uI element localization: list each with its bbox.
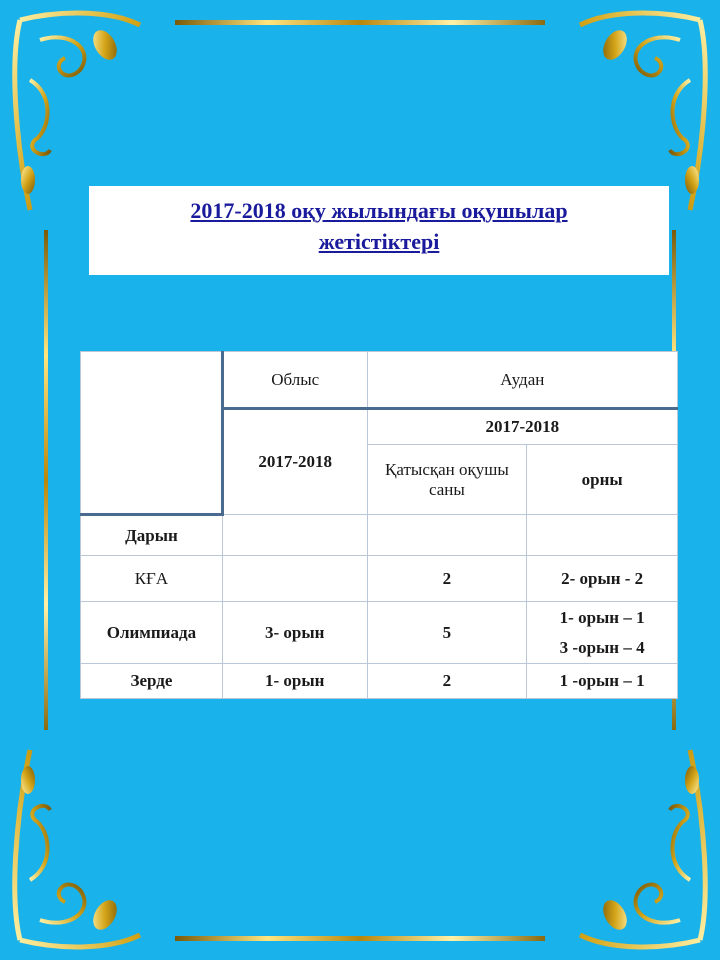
row-oblys — [222, 515, 367, 556]
row-count: 2 — [367, 556, 527, 602]
row-place: 1 -орын – 1 — [527, 664, 678, 699]
header-participants: Қатысқан оқушы саны — [367, 445, 527, 515]
header-audan: Аудан — [367, 352, 677, 409]
row-place: 2- орын - 2 — [527, 556, 678, 602]
row-name: Олимпиада — [81, 602, 223, 664]
row-place — [527, 515, 678, 556]
gold-ornament-corner-icon — [0, 740, 150, 960]
row-count — [367, 515, 527, 556]
row-count: 5 — [367, 602, 527, 664]
row-oblys — [222, 556, 367, 602]
frame-top-bar — [175, 20, 545, 25]
achievements-table — [80, 351, 678, 699]
page-title-line1: 2017-2018 оқу жылындағы оқушылар — [190, 198, 568, 223]
row-name: КҒА — [81, 556, 223, 602]
frame-left-bar — [44, 230, 48, 730]
gold-ornament-corner-icon — [570, 740, 720, 960]
row-place — [527, 602, 678, 664]
header-empty-cell — [81, 352, 223, 515]
row-name: Дарын — [81, 515, 223, 556]
header-place: орны — [527, 445, 678, 515]
table-row — [81, 515, 678, 556]
table-row — [81, 556, 678, 602]
row-name: Зерде — [81, 664, 223, 699]
row-oblys: 1- орын — [222, 664, 367, 699]
row-count: 2 — [367, 664, 527, 699]
header-oblys-year: 2017-2018 — [222, 409, 367, 515]
row-oblys: 3- орын — [222, 602, 367, 664]
row-place-line1: 1- орын – 1 — [559, 607, 645, 627]
table-row — [81, 664, 678, 699]
page-title-line2: жетістіктері — [318, 229, 440, 254]
frame-bottom-bar — [175, 936, 545, 941]
table-row — [81, 602, 678, 664]
header-audan-year: 2017-2018 — [367, 409, 677, 445]
row-place-line2: 3 -орын – 4 — [559, 637, 645, 657]
title-box — [89, 186, 669, 275]
header-oblys: Облыс — [222, 352, 367, 409]
